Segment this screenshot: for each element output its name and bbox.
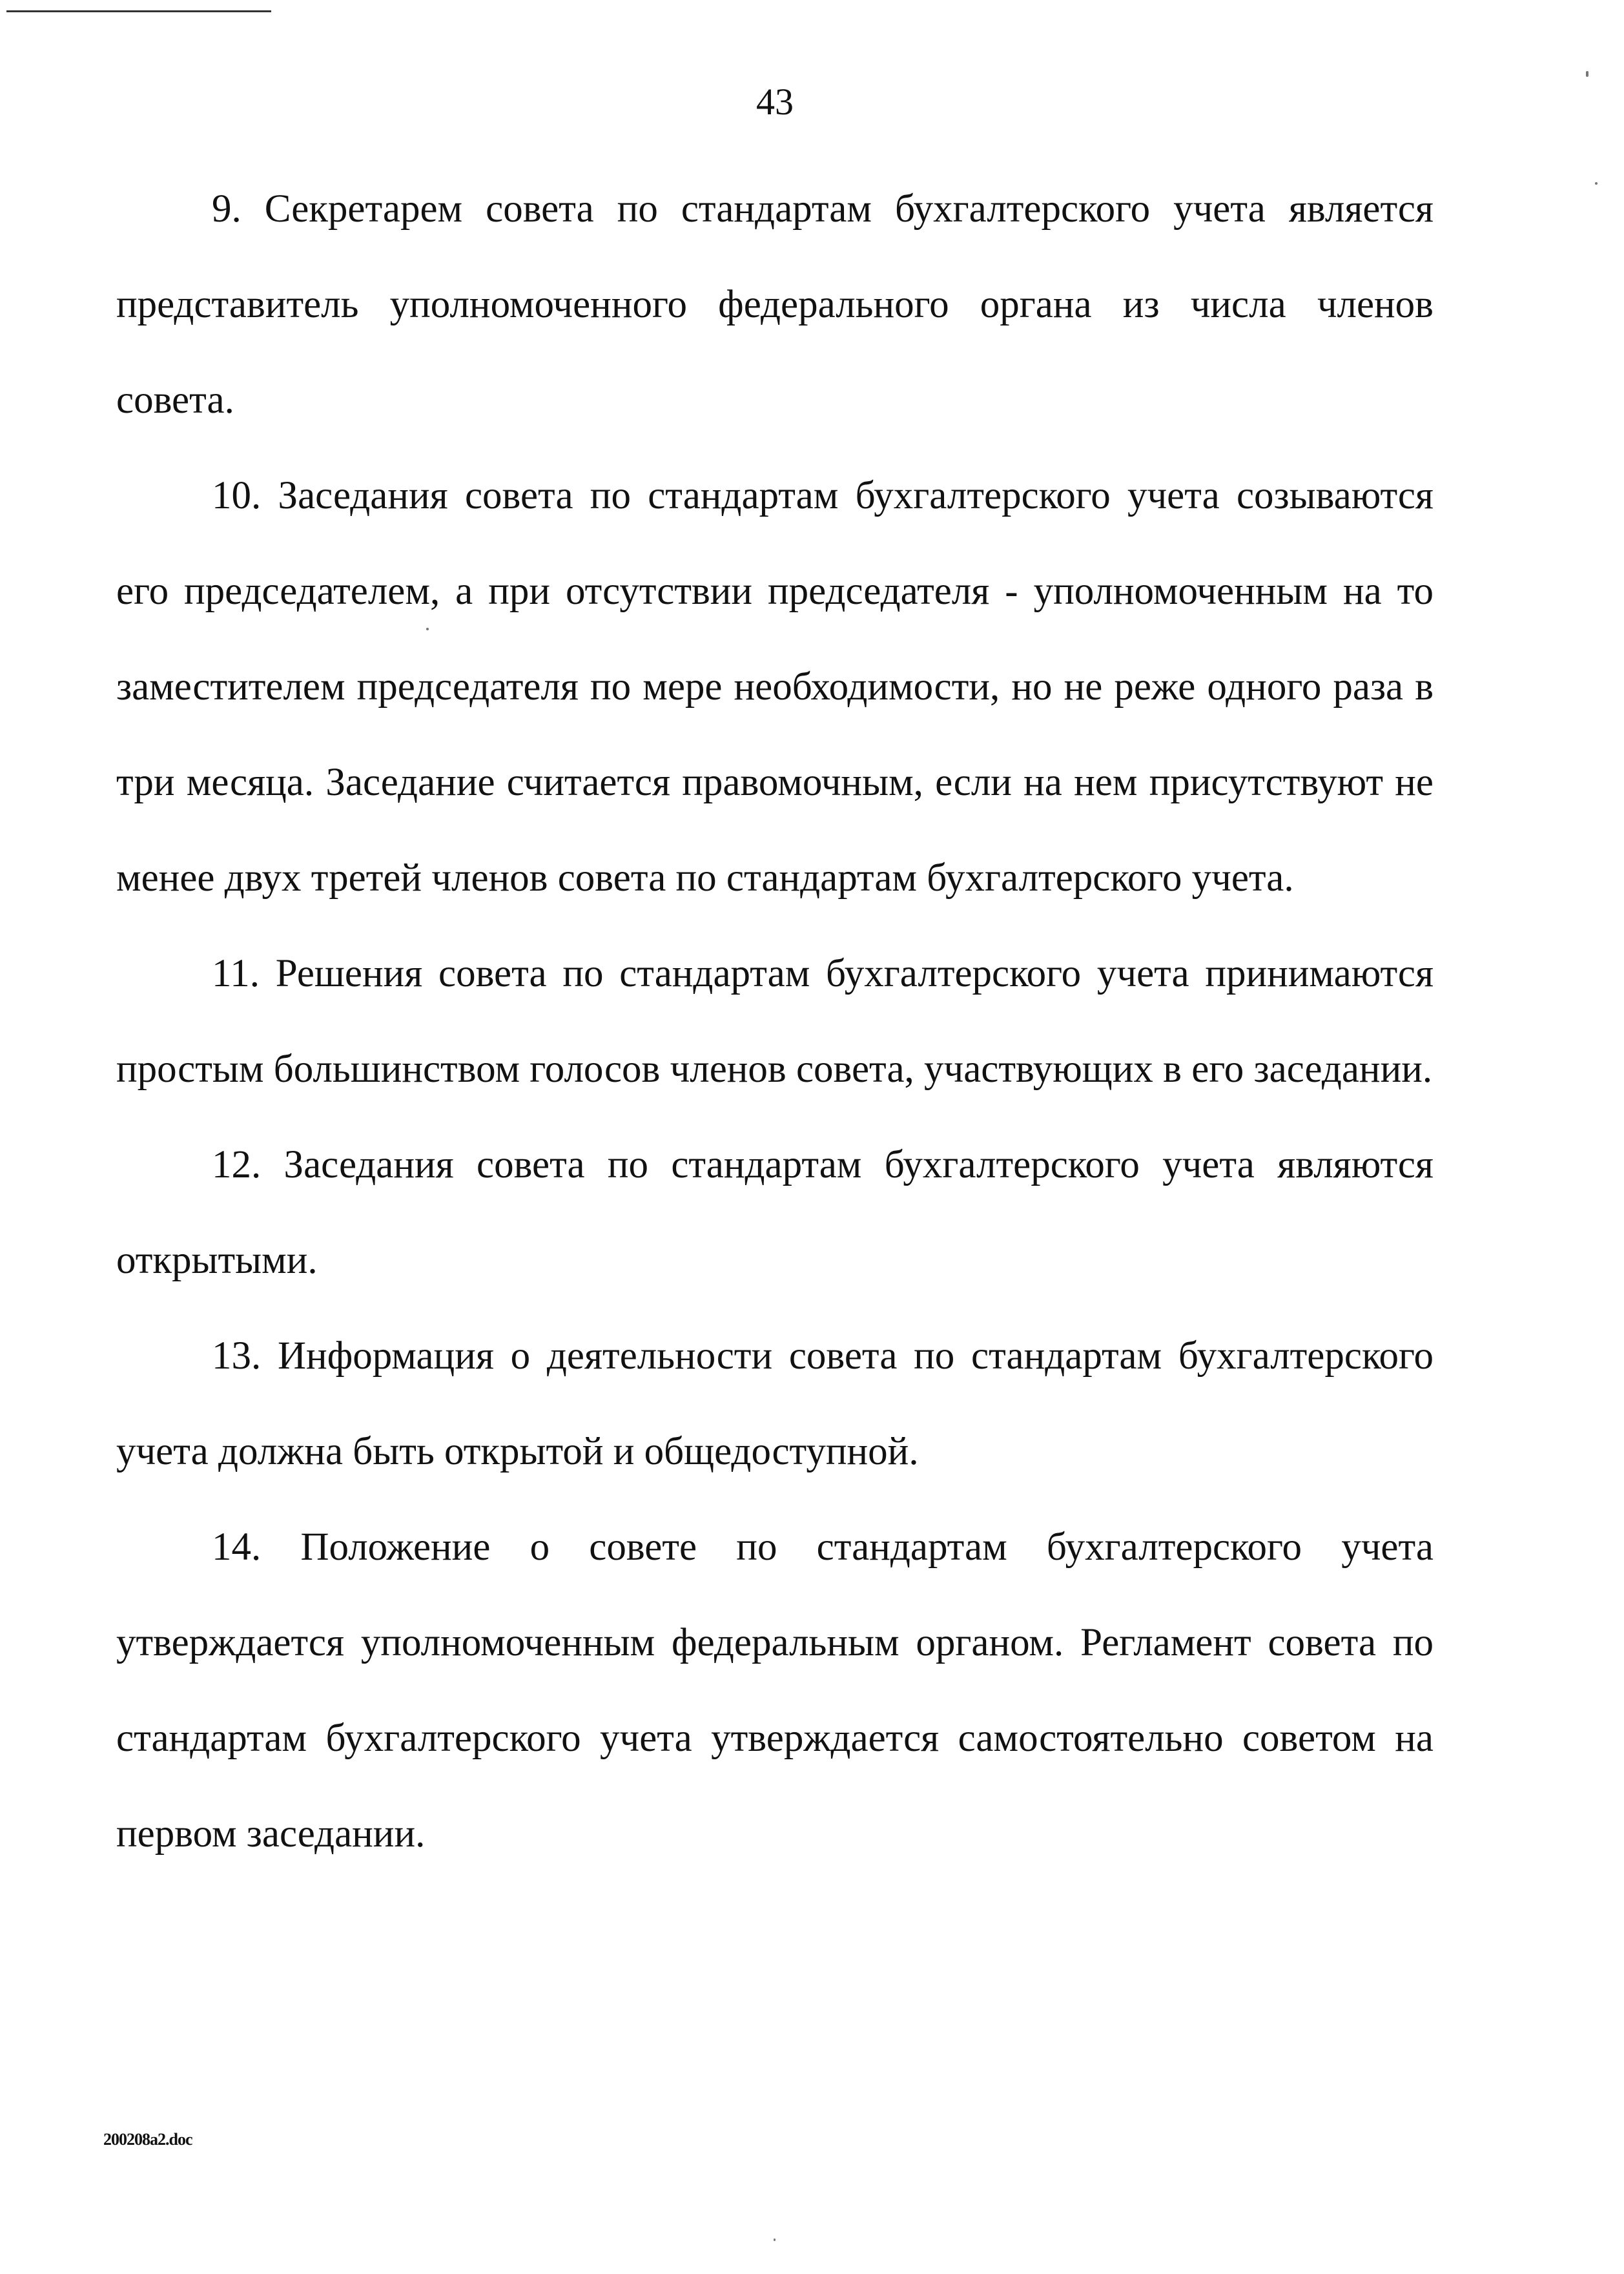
scan-speck [774, 2238, 776, 2241]
page-number: 43 [756, 81, 794, 123]
paragraph-12: 12. Заседания совета по стандартам бухгалтерского учета являются открытыми. [116, 1143, 1434, 1282]
body-text [116, 161, 1434, 1882]
paragraph-13: 13. Информация о деятельности совета по стандартам бухгалтерского учета должна быть открытой и общедоступной. [116, 1334, 1434, 1473]
paragraph-9: 9. Секретарем совета по стандартам бухгалтерского учета является представитель уполномоченного федерального органа из числа членов совета. [116, 187, 1434, 422]
scan-speck [1586, 71, 1588, 77]
paragraph-10: 10. Заседания совета по стандартам бухгалтерского учета созываются его председателем, а при отсутствии председателя - уполномоченным на то заместителем председателя по мере необходимости, но не реже одного раза в три месяца. Заседание считается правомочным, если на нем присутствуют не менее двух третей членов совета по стандартам бухгалтерского учета. [116, 474, 1434, 900]
scan-speck [426, 628, 429, 630]
scan-speck [1595, 182, 1598, 185]
footer-file-code: 200208a2.doc [103, 2130, 192, 2149]
top-rule-line [6, 10, 271, 12]
paragraph-14: 14. Положение о совете по стандартам бухгалтерского учета утверждается уполномоченным федеральным органом. Регламент совета по стандартам бухгалтерского учета утверждается самостоятельно советом на первом заседании. [116, 1525, 1434, 1855]
paragraph-11: 11. Решения совета по стандартам бухгалтерского учета принимаются простым большинством голосов членов совета, участвующих в его заседании. [116, 952, 1434, 1091]
